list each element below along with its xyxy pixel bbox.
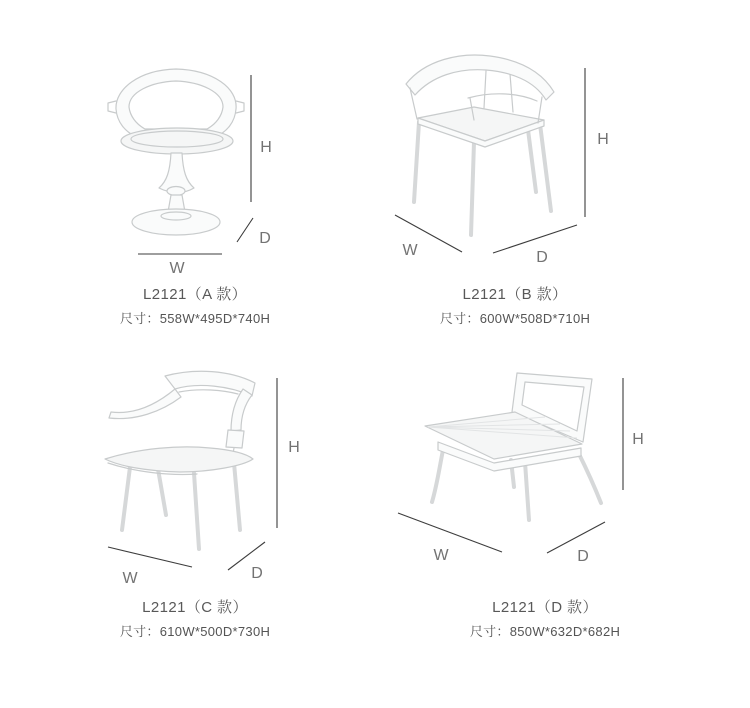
product-b-size: 尺寸：600W*508D*710H [439, 311, 591, 326]
chair-d-lounge-sketch [395, 360, 660, 600]
chair-a-base [132, 209, 220, 235]
chair-d-front-right-leg [525, 462, 529, 520]
chair-d-depth-label: D [577, 548, 589, 565]
chair-a-height-label: H [260, 139, 272, 156]
chair-a-right-arm-tab [236, 101, 244, 113]
product-card-c [0, 354, 375, 708]
product-c-name: L2121（C 款） [142, 599, 248, 616]
product-a-size: 尺寸：558W*495D*740H [119, 311, 271, 326]
chair-b-width-label: W [402, 242, 418, 259]
product-b-name: L2121（B 款） [462, 286, 568, 303]
chair-b-front-left-leg [414, 122, 419, 202]
chair-c-back-inner-line [179, 390, 238, 394]
chair-c-back-left-leg [158, 469, 166, 515]
product-a-name: L2121（A 款） [142, 286, 248, 303]
chair-c-front-left-leg [122, 467, 130, 530]
product-c-size: 尺寸：610W*500D*730H [119, 624, 271, 639]
chair-a-back-ring-opening [129, 81, 223, 129]
chair-a-width-label: W [169, 260, 185, 277]
chair-c-right-armrest [226, 430, 244, 448]
chair-b-depth-label: D [536, 249, 548, 266]
chair-b-back-right-leg [527, 122, 536, 192]
chair-d-front-left-leg [432, 450, 443, 502]
chair-c-back-right-band [231, 389, 252, 431]
product-card-d [375, 354, 750, 708]
chair-a-left-arm-tab [108, 101, 116, 113]
product-card-b [375, 0, 750, 354]
chair-c-left-wing-arm [109, 389, 181, 419]
chair-d-back-right-leg [579, 454, 601, 503]
chair-a-seat [121, 128, 233, 154]
chair-b-armchair-sketch [390, 40, 630, 275]
chair-d-depth-line [547, 522, 605, 553]
chair-c-height-label: H [288, 439, 300, 456]
chair-d-height-label: H [632, 431, 644, 448]
chair-d-width-line [398, 513, 502, 552]
chair-a-depth-label: D [259, 230, 271, 247]
chair-a-pedestal-swivel-sketch [95, 45, 295, 280]
chair-b-front-right-leg [540, 124, 551, 211]
chair-b-back-left-leg [471, 142, 474, 235]
chair-b-back-splat-right [510, 74, 513, 112]
chair-c-wing-armchair-sketch [95, 360, 310, 600]
chair-b-armrest [468, 94, 537, 101]
chair-b-depth-line [493, 225, 577, 253]
chair-c-back-right-leg [234, 463, 240, 530]
chair-a-depth-line [237, 218, 253, 242]
chair-c-width-label: W [122, 570, 138, 587]
chair-c-depth-label: D [251, 565, 263, 582]
chair-c-front-right-leg [194, 473, 199, 549]
product-card-a [0, 0, 375, 354]
product-d-size: 尺寸：850W*632D*682H [469, 624, 621, 639]
product-d-name: L2121（D 款） [492, 599, 598, 616]
chair-b-back-splat-left [484, 71, 486, 108]
chair-c-width-line [108, 547, 192, 567]
chair-d-width-label: W [433, 547, 449, 564]
chair-b-height-label: H [597, 131, 609, 148]
chair-a-stem-knob [167, 187, 185, 196]
chair-b-top-rail [406, 55, 554, 100]
